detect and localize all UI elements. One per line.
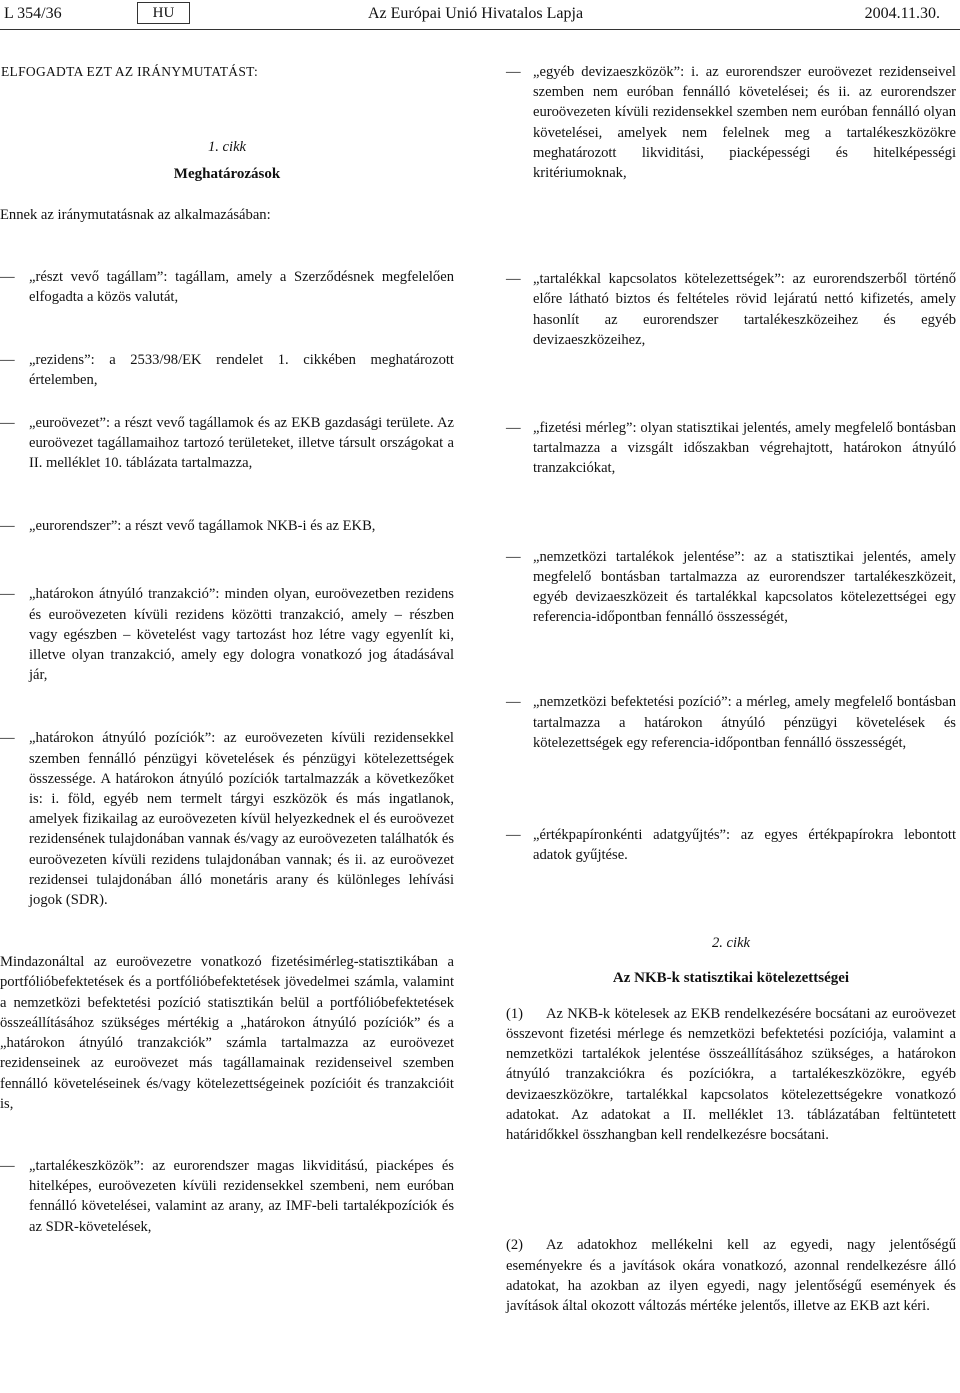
definition-text: „euroövezet”: a részt vevő tagállamok és az EKB gazdasági területe. Az euroövezet tagállamaihoz tartozó területeket, illetve társult országokat a II. melléklet 10. táblázata tartalmazza, — [29, 414, 454, 472]
definition-item — [506, 825, 956, 865]
definition-text: „rezidens”: a 2533/98/EK rendelet 1. cikkében meghatározott értelemben, — [29, 352, 454, 389]
definition-item — [0, 728, 454, 910]
dash-marker: — — [0, 414, 15, 431]
definition-text: „egyéb devizaeszközök”: i. az eurorendszer euroövezet rezidenseivel szemben nem euróban fennálló követelései; és ii. az eurorendszer euroövezeten kívüli rezidensekkel szemben nem euróban fennálló olyan követelései, amelyek nem felelnek meg a tartalékeszközökre meghatározott likviditási, piacképességi és hitelképességi kritériumoknak, — [533, 64, 956, 182]
paragraph-text: Az adatokhoz mellékelni kell az egyedi, nagy jelentőségű eseményekre és a javítások okára vonatkozó, azonnal rendelkezésre álló adatokat, ha azokban az ilyen egyedi, nagy jelentőségű események és javítások által okozott változás mértéke jelentős, illetve az EKB azt kéri. — [506, 1237, 956, 1314]
article-2-title: Az NKB-k statisztikai kötelezettségei — [612, 969, 850, 986]
publication-date: 2004.11.30. — [864, 5, 940, 22]
definition-text: „részt vevő tagállam”: tagállam, amely a Szerződésnek megfelelően elfogadta a közös valutát, — [29, 268, 454, 306]
portfolio-paragraph: Mindazonáltal az euroövezetre vonatkozó fizetésimérleg-statisztikában a portfólióbefektetések és a portfólióbefektetések jövedelmei számla, valamint a nemzetközi befektetési pozíció statisztikán belül a portfólióbefektetések összeállításához szükséges mértékig a „határokon átnyúló pozíciók” és a „határokon átnyúló tranzakciók” számla tartalmazza az euroövezet rezidenseinek az euroövezet más tagállamainak rezidenseivel szemben fennálló követeléseinek és/vagy kötelezettségeinek pozícióit és tranzakcióit is, — [0, 954, 454, 1112]
page-reference: L 354/36 — [4, 5, 62, 22]
definition-text: „tartalékkal kapcsolatos kötelezettségek”: az eurorendszerből történő előre látható biztos és feltételes rövid lejáratú nettó kifizetés, amely hasonlít az eurorendszer tartalékeszközeihez és egyéb devizaeszközeihez, — [533, 271, 956, 348]
dash-marker: — — [0, 352, 15, 369]
definition-item — [506, 62, 956, 183]
dash-marker: — — [0, 730, 15, 747]
numbered-paragraph — [506, 1235, 956, 1316]
dash-marker: — — [0, 518, 15, 535]
definition-text: „határokon átnyúló tranzakció”: minden olyan, euroövezetben rezidens és euroövezeten kívüli rezidens közötti tranzakció, amely – részben vagy egészben – követelést vagy tartozást hoz létre vagy egyenlít ki, illetve olyan tranzakció, amely egy dologra vonatkozó jog átadásával jár, — [29, 586, 454, 684]
paragraph-number: (1) — [506, 1005, 524, 1022]
definition-item — [506, 269, 956, 350]
paragraph-text: Az NKB-k kötelesek az EKB rendelkezésére bocsátani az euroövezet összevont fizetési mérlege és nemzetközi befektetési pozíciója, valamint a nemzetközi tartalékok jelentése összeállításához szükséges, a határokon átnyúló tranzakciókra és pozíciókra, a tartalékeszközökre, egyéb devizaeszközökre, tartalékkal kapcsolatos kötelezettségekre vonatkozó adatokat. Az adatokat a II. melléklet 13. táblázatában feltüntetett határidőkkel összhangban kell rendelkezésre bocsátani. — [506, 1005, 956, 1144]
definition-item — [506, 692, 956, 753]
definition-text: „határokon átnyúló pozíciók”: az euroövezeten kívüli rezidensekkel szemben fennálló pénzügyi követelések és pénzügyi kötelezettségek összessége. A határokon átnyúló pozíciók tartalmazzák a következőket is: i. föld, egyéb nem termelt tárgyi eszközök és más ingatlanok, amelyek fizikailag az euroövezeten kívül helyezkednek el és euroövezet rezidensének tulajdonában vannak és/vagy az euroövezeten találhatók és euroövezeten kívüli rezidens tulajdonában vannak; és ii. az euroövezet rezidensei tulajdonában álló monetáris arany és különleges lehívási jogok (SDR). — [29, 730, 454, 909]
left-column — [0, 62, 454, 1237]
numbered-paragraph — [506, 1004, 956, 1145]
definition-text: „tartalékeszközök”: az eurorendszer magas likviditású, piacképes és hitelképes, euroövezeten kívüli rezidensekkel szembeni, nem euróban fennálló követelései, valamint az arany, az IMF-beli tartalékpozíciók és az SDR-követelések, — [29, 1157, 454, 1235]
definition-item — [0, 350, 454, 390]
definition-text: „eurorendszer”: a részt vevő tagállamok NKB-i és az EKB, — [29, 518, 376, 535]
dash-marker: — — [0, 1157, 15, 1174]
dash-marker: — — [506, 827, 521, 844]
dash-marker: — — [0, 268, 15, 285]
paragraph-number: (2) — [506, 1237, 524, 1254]
definitions-intro: Ennek az iránymutatásnak az alkalmazásában: — [0, 206, 271, 223]
definition-text: „nemzetközi tartalékok jelentése”: az a statisztikai jelentés, amely megfelelő bontásban tartalmazza az eurorendszer tartalékeszközeit, egyéb devizaeszközeit és tartalékkal kapcsolatos kötelezettségei egy referencia-időpontban fennálló összességét, — [533, 548, 956, 626]
definition-text: „nemzetközi befektetési pozíció”: a mérleg, amely megfelelő bontásban tartalmazza a határokon átnyúló pénzügyi követelések és kötelezettségek egy referencia-időpontban fennálló összességét, — [533, 694, 956, 751]
dash-marker: — — [506, 271, 521, 288]
right-column — [506, 62, 956, 1316]
definition-text: „értékpapíronkénti adatgyűjtés”: az egyes értékpapírokra lebontott adatok gyűjtése. — [533, 827, 956, 864]
adoption-line: ELFOGADTA EZT AZ IRÁNYMUTATÁST: — [1, 64, 259, 79]
journal-title: Az Európai Unió Hivatalos Lapja — [368, 5, 584, 22]
header-rule — [0, 29, 960, 30]
definition-item — [0, 516, 454, 536]
definition-item — [0, 267, 454, 307]
definition-text: „fizetési mérleg”: olyan statisztikai jelentés, amely megfelelő bontásban tartalmazza a vizsgált időszakban végrehajtott, határokon átnyúló tranzakciókat, — [533, 420, 956, 477]
article-2-number: 2. cikk — [711, 935, 751, 952]
language-badge: HU — [137, 2, 190, 24]
article-1-title: Meghatározások — [173, 166, 281, 183]
definition-item — [506, 418, 956, 479]
dash-marker: — — [506, 694, 521, 711]
dash-marker: — — [506, 548, 521, 565]
page-header — [0, 0, 960, 30]
dash-marker: — — [506, 64, 521, 80]
article-1-number: 1. cikk — [207, 139, 247, 156]
dash-marker: — — [506, 420, 521, 437]
definition-item — [0, 413, 454, 474]
definition-item — [506, 547, 956, 628]
dash-marker: — — [0, 586, 15, 603]
definition-item — [0, 1156, 454, 1237]
definition-item — [0, 584, 454, 685]
